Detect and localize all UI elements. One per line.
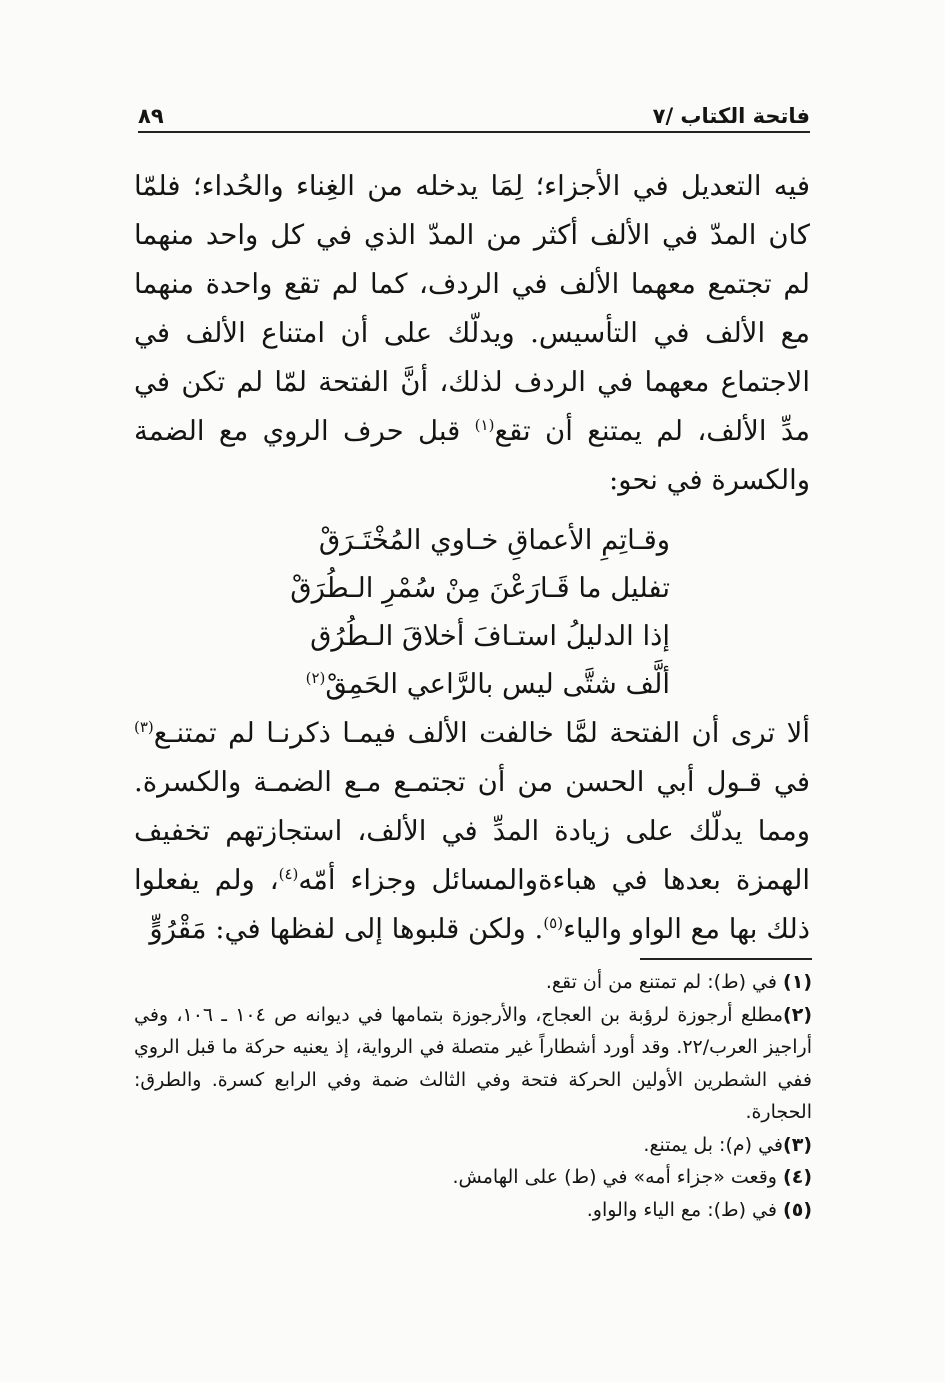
page-number: ٨٩ bbox=[138, 104, 164, 128]
paragraph-2-text-b: في قـول أبي الحسن من أن تجتمـع مـع الضمـة والكسرة. ومما يدلّك على زيادة المدِّ في الألف، استجازتهم تخفيف الهمزة بعدها في هباءةوالمسائل وجزاء أمّه bbox=[134, 766, 811, 896]
paragraph-2-text-d: . ولكن قلبوها إلى لفظها في: مَقْرُوٍّ bbox=[149, 913, 544, 945]
paragraph-1-text-b: قبل حرف الروي مع الضمة والكسرة في نحو: bbox=[134, 415, 810, 496]
footnote-number: (١) bbox=[783, 971, 812, 993]
verse-line bbox=[280, 660, 670, 708]
footnote bbox=[134, 1161, 812, 1194]
running-title: فاتحة الكتاب /٧ bbox=[652, 104, 810, 128]
verse-line: إذا الدليلُ استـافَ أخلاقَ الـطُرُق bbox=[310, 620, 670, 652]
footnote-ref-4: (٤) bbox=[278, 864, 299, 883]
footnotes bbox=[134, 966, 812, 1226]
footnote-number: (٥) bbox=[783, 1198, 812, 1221]
footnote-ref-1: (١) bbox=[474, 415, 495, 434]
verse-line: تفليل ما قَـارَعْنَ مِنْ سُمْرِ الـطُرَقْ bbox=[290, 572, 670, 604]
footnote-number: (٤) bbox=[783, 1166, 812, 1188]
paragraph-2-text-c: ، ولم يفعلوا ذلك بها مع الواو والياء bbox=[134, 864, 810, 945]
footnote bbox=[134, 1129, 812, 1162]
footnote bbox=[134, 1194, 812, 1227]
footnote-text: وقعت «جزاء أمه» في (ط) على الهامش. bbox=[452, 1166, 784, 1188]
paragraph-2 bbox=[134, 709, 810, 954]
footnote-rule bbox=[640, 958, 812, 960]
paragraph-1-text-a: فيه التعديل في الأجزاء؛ لِمَا يدخله من الغِناء والحُداء؛ فلمّا كان المدّ في الألف أكثر من المدّ الذي في كل واحد منهما لم تجتمع معهما الألف في الردف، كما لم تقع واحدة منهما مع الألف في التأسيس. ويدلّك على أن امتناع الألف في الاجتماع معهما في الردف لذلك، أنَّ الفتحة لمّا لم تكن في مدِّ الألف، لم يمتنع أن تقع bbox=[134, 170, 811, 447]
page-header bbox=[138, 92, 810, 128]
footnote-text: في (م): بل يمتنع. bbox=[643, 1133, 784, 1156]
verse-block bbox=[280, 516, 670, 708]
footnote bbox=[134, 999, 812, 1129]
footnote-text: مطلع أرجوزة لرؤبة بن العجاج، والأرجوزة بتمامها في ديوانه ص ١٠٤ ـ ١٠٦، وفي أراجيز العرب/٢٢. وقد أورد أشطاراً غير متصلة في الرواية، إذ يعنيه حركة ما قبل الروي ففي الشطرين الأولين الحركة فتحة وفي الثالث ضمة وفي الرابع كسرة. والطرق: الحجارة. bbox=[134, 1003, 812, 1123]
footnote-ref-2: (٢) bbox=[305, 668, 326, 687]
footnote-ref-5: (٥) bbox=[543, 913, 564, 932]
header-rule bbox=[138, 131, 810, 133]
footnote-ref-3: (٣) bbox=[134, 717, 154, 736]
footnote-text: في (ط): لم تمتنع من أن تقع. bbox=[545, 971, 784, 993]
footnote bbox=[134, 966, 812, 999]
paragraph-2-text-a: ألا ترى أن الفتحة لمَّا خالفت الألف فيمـا ذكرنـا لم تمتنـع bbox=[153, 717, 810, 749]
verse-line-text: ألَّف شتَّى ليس بالرَّاعي الحَمِقْ bbox=[325, 668, 670, 700]
footnote-number: (٣) bbox=[783, 1133, 812, 1156]
paragraph-1 bbox=[134, 162, 810, 505]
verse-line: وقـاتِمِ الأعماقِ خـاوي المُخْتَـرَقْ bbox=[318, 524, 670, 556]
footnote-text: في (ط): مع الياء والواو. bbox=[586, 1198, 784, 1221]
footnote-number: (٢) bbox=[783, 1003, 812, 1026]
